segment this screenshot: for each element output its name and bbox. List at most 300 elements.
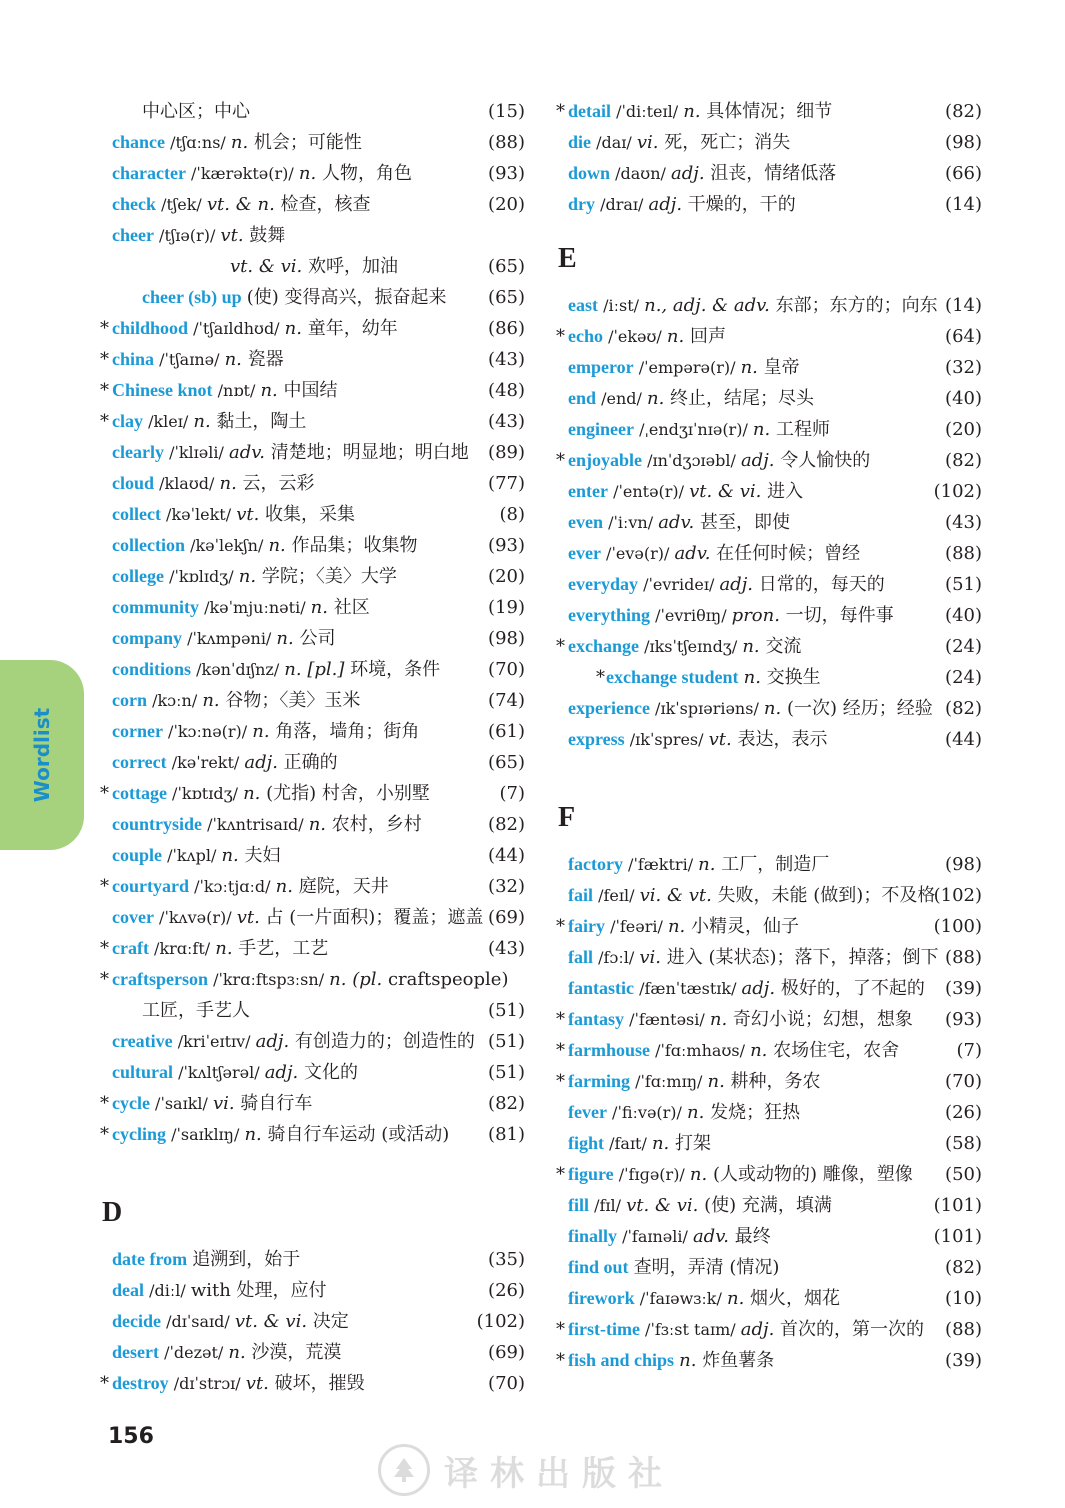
section-d-entries — [102, 1244, 525, 1399]
part-of-speech: n. — [228, 1342, 246, 1363]
part-of-speech: vt. & vi. — [230, 256, 303, 277]
wordlist-entry — [558, 476, 982, 507]
part-of-speech: vt. — [245, 1373, 269, 1394]
wordlist-entry — [558, 849, 982, 880]
part-of-speech: n. — [276, 628, 294, 649]
part-of-speech: n. — [646, 388, 665, 409]
optional-word-marker: * — [100, 411, 109, 432]
entry-body — [112, 127, 481, 158]
headword: company — [112, 628, 183, 648]
definition: 工匠，手艺人 — [142, 1000, 250, 1021]
part-of-speech: n. — [666, 326, 685, 347]
page-reference: (100) — [933, 916, 982, 937]
section-letter-e: E — [558, 243, 577, 274]
definition: 死，死亡；消失 — [658, 132, 791, 153]
optional-word-marker: * — [100, 969, 109, 990]
part-of-speech: n. — [743, 667, 761, 688]
definition: 发烧；狂热 — [704, 1102, 801, 1123]
definition: 进入 — [761, 481, 804, 502]
headword: exchange — [568, 636, 639, 656]
page-reference: (69) — [488, 907, 525, 928]
page-reference: (51) — [488, 1062, 525, 1083]
entry-body — [112, 468, 481, 499]
entry-body — [568, 1128, 938, 1159]
page-reference: (64) — [945, 326, 982, 347]
part-of-speech: n. — [275, 876, 293, 897]
entry-body — [568, 600, 938, 631]
phonetic: /ˈkʌntrisaɪd/ — [202, 815, 309, 834]
part-of-speech: n. — [284, 318, 302, 339]
optional-word-marker: * — [100, 1373, 109, 1394]
definition: 手艺，工艺 — [232, 938, 329, 959]
page-reference: (93) — [488, 535, 525, 556]
wordlist-entry — [558, 1283, 982, 1314]
part-of-speech: vi. — [213, 1093, 235, 1114]
phonetic: /ˈfɜːst taɪm/ — [639, 1320, 741, 1339]
definition: 正确的 — [277, 752, 338, 773]
headword: couple — [112, 845, 163, 865]
page-reference: (51) — [488, 1031, 525, 1052]
phonetic: /end/ — [596, 389, 647, 408]
entry-body — [568, 942, 938, 973]
entry-body — [230, 251, 481, 282]
headword: everything — [568, 605, 650, 625]
entry-body — [568, 1252, 938, 1283]
headword: college — [112, 566, 164, 586]
phonetic: /ˈevriθɪŋ/ — [649, 606, 732, 625]
part-of-speech: n. — [687, 1102, 705, 1123]
entry-body — [568, 1314, 938, 1345]
page-reference: (43) — [488, 349, 525, 370]
part-of-speech: n. (pl. — [329, 969, 383, 990]
part-of-speech: n. — [202, 690, 220, 711]
entry-body — [568, 880, 938, 911]
page-reference: (10) — [945, 1288, 982, 1309]
optional-word-marker: * — [556, 916, 565, 937]
definition: 收集，采集 — [259, 504, 356, 525]
page-reference: (88) — [945, 947, 982, 968]
phonetic: /ˈklɪəli/ — [163, 443, 229, 462]
wordlist-entry — [102, 127, 525, 158]
wordlist-entry — [102, 654, 525, 685]
entry-body — [112, 158, 481, 189]
wordlist-entry — [102, 1306, 525, 1337]
wordlist-entry — [102, 189, 525, 220]
entry-body — [568, 1345, 938, 1376]
headword: date from — [112, 1249, 188, 1269]
entry-body — [112, 685, 481, 716]
wordlist-entry — [102, 530, 525, 561]
part-of-speech: n. — [219, 473, 237, 494]
optional-word-marker: * — [556, 1071, 565, 1092]
definition: 一切，每件事 — [779, 605, 894, 626]
part-of-speech: adj. — [264, 1062, 299, 1083]
definition: 中心区；中心 — [142, 101, 250, 122]
wordlist-entry — [102, 437, 525, 468]
page-reference: (14) — [945, 194, 982, 215]
optional-word-marker: * — [556, 450, 565, 471]
page-reference: (86) — [488, 318, 525, 339]
definition: 骑自行车 — [234, 1093, 313, 1114]
headword: detail — [568, 101, 611, 121]
wordlist-side-tab — [0, 660, 84, 850]
part-of-speech: adj. — [740, 450, 775, 471]
headword: enter — [568, 481, 608, 501]
page-reference: (44) — [945, 729, 982, 750]
page-reference: (35) — [488, 1249, 525, 1270]
definition: 检查，核查 — [274, 194, 371, 215]
phonetic: /ˈkɒtɪdʒ/ — [166, 784, 244, 803]
headword: fish and chips — [568, 1350, 675, 1370]
definition: 庭院，天井 — [292, 876, 389, 897]
wordlist-entry — [102, 871, 525, 902]
phonetic: /kənˈdɪʃnz/ — [191, 660, 285, 679]
entry-body — [112, 809, 481, 840]
page-reference: (89) — [488, 442, 525, 463]
phonetic: /ˈentə(r)/ — [607, 482, 690, 501]
part-of-speech: adj. — [740, 1319, 775, 1340]
part-of-speech: n. — [310, 597, 328, 618]
wordlist-entry — [102, 902, 525, 933]
phonetic: /diːl/ — [144, 1281, 191, 1300]
part-of-speech: n. — [230, 132, 249, 153]
definition: 谷物；〈美〉玉米 — [219, 690, 361, 711]
headword: factory — [568, 854, 623, 874]
part-of-speech: n. — [726, 1288, 745, 1309]
definition: 回声 — [684, 326, 726, 347]
part-of-speech: n. — [752, 419, 771, 440]
definition: 骑自行车运动 (或活动) — [261, 1124, 450, 1145]
headword: fairy — [568, 916, 605, 936]
entry-body — [568, 1283, 938, 1314]
wordlist-entry — [102, 468, 525, 499]
phonetic: /ˈtʃaɪldhʊd/ — [188, 319, 285, 338]
wordlist-entry — [558, 507, 982, 538]
page-reference: (43) — [488, 411, 525, 432]
page-reference: (98) — [488, 628, 525, 649]
phonetic: /ˈkɔːtjɑːd/ — [188, 877, 276, 896]
definition: 夫妇 — [238, 845, 281, 866]
wordlist-entry — [558, 1004, 982, 1035]
part-of-speech: n. — [750, 1040, 768, 1061]
definition: 云，云彩 — [236, 473, 315, 494]
phonetic: /ˈkʌpl/ — [162, 846, 222, 865]
headword: find out — [568, 1257, 629, 1277]
part-of-speech: n. — [221, 845, 239, 866]
page-reference: (26) — [488, 1280, 525, 1301]
part-of-speech: n. — [763, 698, 782, 719]
headword: cultural — [112, 1062, 173, 1082]
definition: (使) 充满，填满 — [698, 1195, 832, 1216]
wordlist-entry — [558, 1252, 982, 1283]
page-reference: (81) — [488, 1124, 525, 1145]
wordlist-entry — [102, 716, 525, 747]
wordlist-entry — [558, 600, 982, 631]
definition: 清楚地；明显地；明白地 — [264, 442, 469, 463]
page-reference: (88) — [945, 1319, 982, 1340]
wordlist-entry — [558, 973, 982, 1004]
left-column — [102, 96, 525, 1399]
phonetic: /tʃek/ — [156, 195, 207, 214]
page-reference: (77) — [488, 473, 525, 494]
headword: emperor — [568, 357, 634, 377]
part-of-speech: n. — [260, 380, 278, 401]
wordlist-entry — [102, 561, 525, 592]
wordlist-entry — [102, 1368, 525, 1399]
part-of-speech: n. — [683, 101, 701, 122]
definition: 工程师 — [770, 419, 830, 440]
wordlist-entry — [558, 383, 982, 414]
definition: 交流 — [759, 636, 802, 657]
phonetic: /klaʊd/ — [154, 474, 220, 493]
wordlist-entry — [102, 840, 525, 871]
page-reference: (70) — [945, 1071, 982, 1092]
page-reference: (98) — [945, 854, 982, 875]
entry-body — [112, 406, 481, 437]
wordlist-entry — [558, 1159, 982, 1190]
part-of-speech: n. — [215, 938, 233, 959]
part-of-speech: vt. — [236, 504, 260, 525]
wordlist-entry — [102, 1275, 525, 1306]
page-reference: (19) — [488, 597, 525, 618]
definition: 日常的，每天的 — [753, 574, 885, 595]
part-of-speech: n. — [740, 357, 758, 378]
entry-body — [112, 1244, 481, 1275]
headword: fail — [568, 885, 593, 905]
entry-body — [142, 96, 481, 127]
section-letter-f: F — [558, 802, 576, 833]
headword: figure — [568, 1164, 614, 1184]
phonetic: /ˈfɑːmɪŋ/ — [630, 1072, 708, 1091]
part-of-speech: n. — [709, 1009, 728, 1030]
entry-body — [112, 437, 481, 468]
headword: end — [568, 388, 597, 408]
part-of-speech: adj. — [719, 574, 753, 595]
page-reference: (26) — [945, 1102, 982, 1123]
part-of-speech: adj. — [741, 978, 776, 999]
wordlist-entry — [558, 631, 982, 662]
definition: 奇幻小说；幻想，想象 — [727, 1009, 913, 1030]
wordlist-entry — [558, 942, 982, 973]
headword: express — [568, 729, 625, 749]
headword: fever — [568, 1102, 607, 1122]
optional-word-marker: * — [556, 1350, 565, 1371]
phonetic: /fɪl/ — [589, 1196, 627, 1215]
definition: 沙漠，荒漠 — [245, 1342, 342, 1363]
wordlist-entry — [102, 1244, 525, 1275]
wordlist-entry — [558, 662, 982, 693]
wordlist-entry — [558, 1066, 982, 1097]
part-of-speech: vt. & vi. — [626, 1195, 699, 1216]
part-of-speech: vt. & vi. — [234, 1311, 308, 1332]
headword: even — [568, 512, 603, 532]
entry-body — [112, 1026, 481, 1057]
entry-body — [112, 747, 481, 778]
definition: 查明，弄清 (情况) — [633, 1257, 780, 1278]
publisher-watermark — [378, 1442, 674, 1498]
page-reference: (82) — [488, 814, 525, 835]
page-reference: (20) — [488, 194, 525, 215]
page-reference: (88) — [945, 543, 982, 564]
page-reference: (48) — [488, 380, 525, 401]
headword: engineer — [568, 419, 634, 439]
headword: cycle — [112, 1093, 150, 1113]
part-of-speech: n. — [707, 1071, 725, 1092]
page-reference: (70) — [488, 659, 525, 680]
phonetic: /ˈiːvn/ — [603, 513, 659, 532]
wordlist-entry — [102, 406, 525, 437]
entry-body — [112, 189, 481, 220]
phonetic: /feɪl/ — [593, 886, 640, 905]
optional-word-marker: * — [556, 1040, 565, 1061]
definition: (人或动物的) 雕像，塑像 — [707, 1164, 913, 1185]
entry-body — [112, 220, 481, 251]
section-f-entries — [558, 849, 982, 1376]
page-reference: (50) — [945, 1164, 982, 1185]
headword: east — [568, 295, 598, 315]
definition: 角落，墙角；街角 — [269, 721, 420, 742]
page-reference: (39) — [945, 978, 982, 999]
page-reference: (98) — [945, 132, 982, 153]
part-of-speech: n. — [244, 1124, 262, 1145]
entry-body — [568, 507, 938, 538]
definition: 环境，条件 — [344, 659, 441, 680]
wordlist-entry — [558, 1314, 982, 1345]
part-of-speech: vt. & n. — [206, 194, 275, 215]
entry-body — [112, 964, 509, 995]
headword: exchange student — [606, 667, 739, 687]
phonetic: /ˈfæntəsi/ — [624, 1010, 710, 1029]
definition: 决定 — [307, 1311, 349, 1332]
entry-body — [112, 375, 481, 406]
right-column — [558, 96, 982, 1376]
headword: ever — [568, 543, 601, 563]
entry-body — [112, 840, 481, 871]
wordlist-entry — [558, 445, 982, 476]
definition: 皇帝 — [757, 357, 800, 378]
definition: 炸鱼薯条 — [696, 1350, 775, 1371]
headword: community — [112, 597, 199, 617]
headword: collection — [112, 535, 185, 555]
wordlist-entry — [558, 321, 982, 352]
headword: cottage — [112, 783, 167, 803]
headword: first-time — [568, 1319, 640, 1339]
phonetic: /ɪkˈspres/ — [624, 730, 709, 749]
part-of-speech: n. — [243, 783, 261, 804]
entry-body — [568, 911, 938, 942]
entry-body — [568, 1097, 938, 1128]
optional-word-marker: * — [100, 1124, 109, 1145]
page-reference: (43) — [945, 512, 982, 533]
definition: with 处理，应付 — [190, 1280, 327, 1301]
phonetic: /ˈdezət/ — [158, 1343, 229, 1362]
headword: corner — [112, 721, 163, 741]
headword: clearly — [112, 442, 164, 462]
phonetic: /draɪ/ — [595, 195, 649, 214]
headword: farmhouse — [568, 1040, 650, 1060]
entry-body — [568, 414, 938, 445]
page-reference: (74) — [488, 690, 525, 711]
entry-body — [112, 1275, 481, 1306]
definition: 文化的 — [298, 1062, 358, 1083]
wordlist-entry — [102, 220, 525, 251]
part-of-speech: n. — [667, 916, 686, 937]
phonetic: /ɪksˈtʃeɪndʒ/ — [639, 637, 743, 656]
entry-body — [112, 778, 481, 809]
headword: decide — [112, 1311, 161, 1331]
headword: craftsperson — [112, 969, 208, 989]
phonetic: /kɔːn/ — [147, 691, 203, 710]
page-reference: (65) — [488, 752, 525, 773]
phonetic: /ˈfɪɡə(r)/ — [613, 1165, 690, 1184]
headword: finally — [568, 1226, 618, 1246]
phonetic: /ˈkɔːnə(r)/ — [162, 722, 253, 741]
headword: craft — [112, 938, 149, 958]
page-reference: (39) — [945, 1350, 982, 1371]
headword: Chinese knot — [112, 380, 213, 400]
phonetic: /ˈkʌmpəni/ — [182, 629, 277, 648]
entry-body — [112, 1119, 481, 1150]
phonetic: /ˈfɑːmhaʊs/ — [650, 1041, 751, 1060]
phonetic: /ˈempərə(r)/ — [633, 358, 741, 377]
section-gap — [102, 1150, 525, 1174]
entry-body — [112, 344, 481, 375]
headword: chance — [112, 132, 165, 152]
definition: 干燥的，干的 — [682, 194, 796, 215]
part-of-speech: n. — [238, 566, 257, 587]
page-reference: (32) — [488, 876, 525, 897]
wordlist-entry — [102, 623, 525, 654]
wordlist-entry — [558, 158, 982, 189]
page-reference: (20) — [488, 566, 525, 587]
headword: experience — [568, 698, 650, 718]
page-reference: (102) — [476, 1311, 525, 1332]
page-reference: (66) — [945, 163, 982, 184]
entry-body — [112, 1088, 481, 1119]
entry-body — [112, 623, 481, 654]
definition: (一次) 经历；经验 — [781, 698, 933, 719]
wordlist-entry — [102, 933, 525, 964]
wordlist-entry — [558, 1128, 982, 1159]
optional-word-marker: * — [596, 667, 605, 688]
publisher-logo-icon — [378, 1444, 430, 1496]
headword: cheer (sb) up — [142, 287, 242, 307]
page-reference: (101) — [933, 1226, 982, 1247]
wordlist-entry — [558, 693, 982, 724]
definition: craftspeople) — [382, 969, 509, 990]
headword: cloud — [112, 473, 155, 493]
definition: 令人愉快的 — [774, 450, 871, 471]
entry-body — [112, 530, 481, 561]
entry-body — [112, 902, 484, 933]
page-reference: (24) — [945, 667, 982, 688]
definition: 公司 — [293, 628, 336, 649]
phonetic: /kəˈmjuːnəti/ — [199, 598, 311, 617]
phonetic: /fɔːl/ — [593, 948, 640, 967]
wordlist-entry — [102, 1026, 525, 1057]
entry-body — [112, 654, 481, 685]
part-of-speech: vt. & vi. — [689, 481, 762, 502]
entry-body — [568, 383, 938, 414]
optional-word-marker: * — [100, 380, 109, 401]
phonetic: /ˈekəʊ/ — [603, 327, 667, 346]
entry-body — [568, 569, 938, 600]
entry-body — [568, 1190, 938, 1221]
wordlist-entry — [558, 127, 982, 158]
wordlist-entry — [558, 1345, 982, 1376]
entry-body — [568, 973, 938, 1004]
part-of-speech: n. — [224, 349, 242, 370]
